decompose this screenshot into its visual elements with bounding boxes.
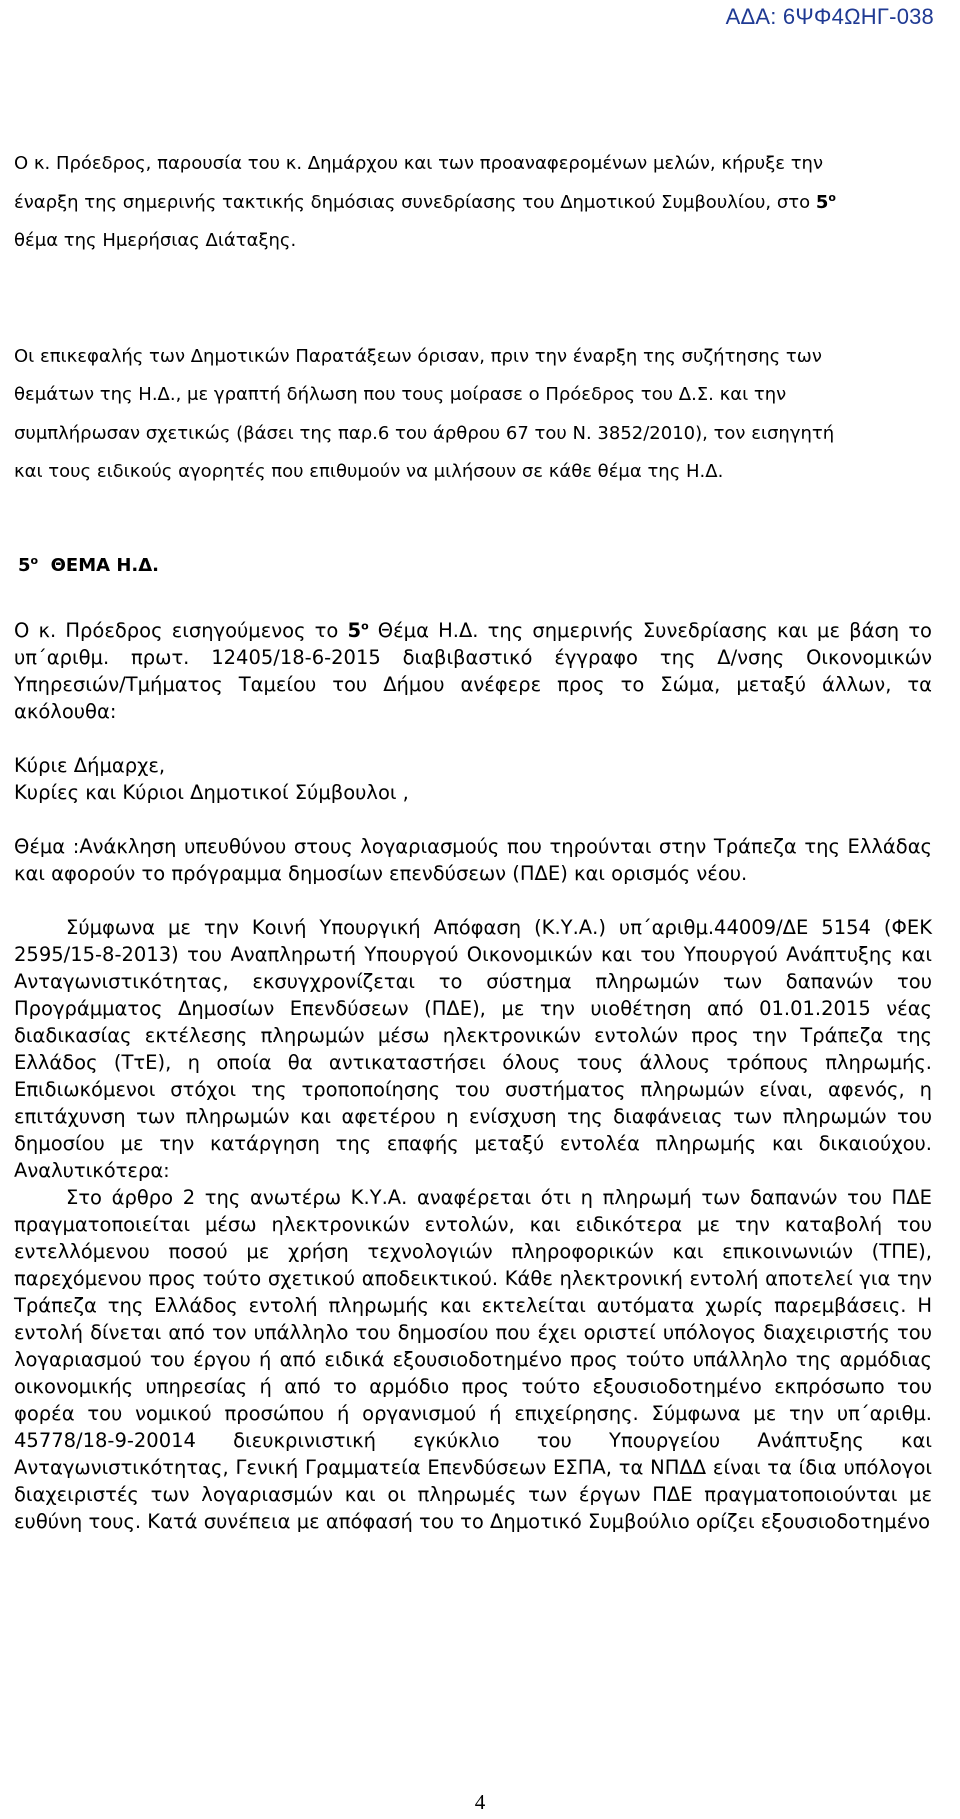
subject-paragraph: Θέμα :Ανάκληση υπευθύνου στους λογαριασμούς που τηρούνται στην Τράπεζα της Ελλάδας και αφορούν το πρόγραμμα δημοσίων επενδύσεων (ΠΔΕ) και ορισμός νέου. [14, 835, 932, 885]
text: θέμα της Ημερήσιας Διάταξης. [14, 230, 297, 251]
text: Ο κ. Πρόεδρος εισηγούμενος το [14, 619, 348, 642]
text: συμπλήρωσαν σχετικώς (βάσει της παρ.6 του άρθρου 67 του Ν. 3852/2010), τον εισηγητή [14, 422, 835, 444]
text: και τους ειδικούς αγορητές που επιθυμούν να μιλήσουν σε κάθε θέμα της Η.Δ. [14, 461, 724, 482]
body-paragraph: Σύμφωνα με την Κοινή Υπουργική Απόφαση (Κ.Υ.Α.) υπ΄αριθμ.44009/ΔΕ 5154 (ΦΕΚ 2595/15-8-2013) του Αναπληρωτή Υπουργού Οικονομικών και του Υπουργού Ανάπτυξης και Ανταγωνιστικότητας, εκσυγχρονίζεται το σύστημα πληρωμών των δαπανών του Προγράμματος Δημοσίων Επενδύσεων (ΠΔΕ), με την υιοθέτηση από 01.01.2015 νέας διαδικασίας εκτέλεσης πληρωμών μέσω ηλεκτρονικών εντολών προς την Τράπεζα της Ελλάδος (ΤτΕ), η οποία θα αντικαταστήσει όλους τους άλλους τρόπους πληρωμής. Επιδιωκόμενοι στόχοι της τροποποίησης του συστήματος πληρωμών είναι, αφενός, η επιτάχυνση των πληρωμών και αφετέρου η ενίσχυση της διαφάνειας των πληρωμών του δημοσίου με την κατάργηση της επαφής μεταξύ εντολέα πληρωμής και δικαιούχου. Αναλυτικότερα: [14, 916, 932, 1182]
greeting: Κυρίες και Κύριοι Δημοτικοί Σύμβουλοι , [14, 781, 409, 804]
spacer [14, 725, 932, 752]
intro-line [14, 338, 934, 377]
page-number: 4 [474, 1790, 486, 1814]
ordinal-sup: ο [828, 190, 836, 204]
heading-text: ΘΕΜΑ Η.Δ. [38, 555, 160, 576]
greeting: Κύριε Δήμαρχε, [14, 754, 166, 777]
text: θεμάτων της Η.Δ., με γραπτή δήλωση που τους μοίρασε ο Πρόεδρος του Δ.Σ. και την [14, 384, 787, 405]
spacer [14, 806, 932, 833]
ordinal-sup: ο [361, 619, 369, 633]
item-number: 5 [347, 619, 362, 642]
ada-code: ΑΔΑ: 6ΨΦ4ΩΗΓ-038 [725, 4, 934, 29]
intro-line [14, 376, 934, 415]
item-number: 5 [815, 191, 829, 213]
intro-section [14, 145, 934, 492]
text: Θέμα Η.Δ. της σημερινής Συνεδρίασης και με βάση το υπ΄αριθμ. πρωτ. 12405/18-6-2015 διαβιβαστικό έγγραφο της Δ/νσης Οικονομικών Υπηρεσιών/Τμήματος Ταμείου του Δήμου ανέφερε προς το Σώμα, μεταξύ άλλων, τα ακόλουθα: [14, 619, 932, 723]
text: Ο κ. Πρόεδρος, παρουσία του κ. Δημάρχου και των προαναφερομένων μελών, κήρυξε την [14, 153, 824, 174]
intro-line [14, 453, 934, 492]
intro-line [14, 184, 934, 223]
intro-line [14, 145, 934, 184]
heading-number: 5 [18, 555, 31, 576]
intro-line [14, 222, 934, 261]
section-heading [18, 555, 159, 576]
spacer [14, 887, 932, 914]
body-paragraph [14, 617, 932, 725]
heading-sup: ο [30, 554, 39, 567]
main-body [14, 617, 932, 1535]
body-paragraph: Στο άρθρο 2 της ανωτέρω Κ.Υ.Α. αναφέρεται ότι η πληρωμή των δαπανών του ΠΔΕ πραγματοποιείται μέσω ηλεκτρονικών εντολών, και ειδικότερα με την καταβολή του εντελλόμενου ποσού με χρήση τεχνολογιών πληροφορικών και επικοινωνιών (ΤΠΕ), παρεχόμενου προς τούτο σχετικού αποδεικτικού. Κάθε ηλεκτρονική εντολή αποτελεί για την Τράπεζα της Ελλάδος εντολή πληρωμής και εκτελείται αυτόματα χωρίς παρεμβάσεις. Η εντολή δίνεται από τον υπάλληλο του δημοσίου που έχει οριστεί υπόλογος διαχειριστής του λογαριασμού του έργου ή από ειδικά εξουσιοδοτημένο προς τούτο υπάλληλο της αρμόδιας οικονομικής υπηρεσίας ή από το αρμόδιο προς τούτο εξουσιοδοτημένο εκπρόσωπο του φορέα του νομικού προσώπου ή οργανισμού ή επιχείρησης. Σύμφωνα με την υπ΄αριθμ. 45778/18-9-20014 διευκρινιστική εγκύκλιο του Υπουργείου Ανάπτυξης και Ανταγωνιστικότητας, Γενική Γραμματεία Επενδύσεων ΕΣΠΑ, τα ΝΠΔΔ είναι τα ίδια υπόλογοι διαχειριστές των λογαριασμών και οι πληρωμές των έργων ΠΔΕ πραγματοποιούνται με ευθύνη τους. Κατά συνέπεια με απόφασή του το Δημοτικό Συμβούλιο ορίζει εξουσιοδοτημένο [14, 1186, 932, 1533]
intro-line [14, 415, 934, 454]
text: έναρξη της σημερινής τακτικής δημόσιας συνεδρίασης του Δημοτικού Συμβουλίου, στο [14, 191, 816, 213]
text: Οι επικεφαλής των Δημοτικών Παρατάξεων όρισαν, πριν την έναρξη της συζήτησης των [14, 345, 822, 367]
